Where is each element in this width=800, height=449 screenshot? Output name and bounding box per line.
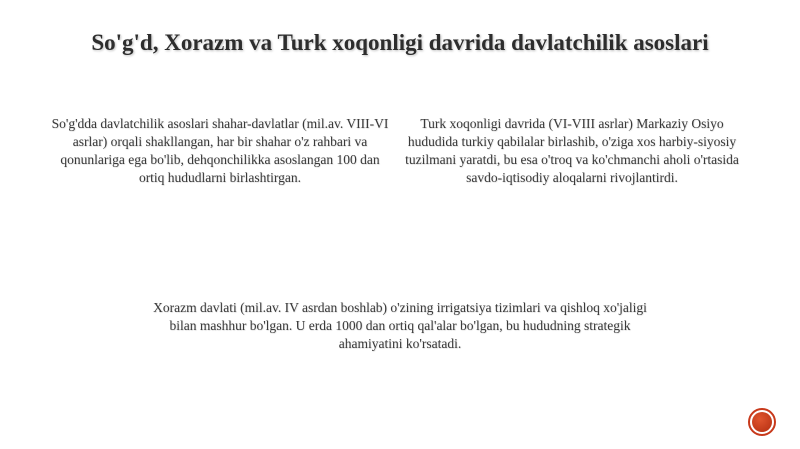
circle-nav-icon <box>752 412 772 432</box>
text-block-turk: Turk xoqonligi davrida (VI-VIII asrlar) Markaziy Osiyo hududida turkiy qabilalar birlashib, o'ziga xos harbiy-siyosiy tuzilmani yaratdi, bu esa o'troq va ko'chmanchi aholi o'rtasida savdo-iqtisodiy aloqalarni rivojlantirdi. <box>405 116 739 185</box>
slide-title: So'g'd, Xorazm va Turk xoqonligi davrida davlatchilik asoslari <box>91 30 709 55</box>
text-block-sogd: So'g'dda davlatchilik asoslari shahar-davlatlar (mil.av. VIII-VI asrlar) orqali shakllangan, har bir shahar o'z rahbari va qonunlariga ega bo'lib, dehqonchilikka asoslangan 100 dan ortiq hududlarni birlashtirgan. <box>51 116 389 185</box>
slide-nav-button[interactable] <box>748 408 776 436</box>
text-block-xorazm: Xorazm davlati (mil.av. IV asrdan boshlab) o'zining irrigatsiya tizimlari va qishloq xo'jaligi bilan mashhur bo'lgan. U erda 1000 dan ortiq qal'alar bo'lgan, bu hududning strategik ahamiyatini ko'rsatadi. <box>153 300 647 351</box>
